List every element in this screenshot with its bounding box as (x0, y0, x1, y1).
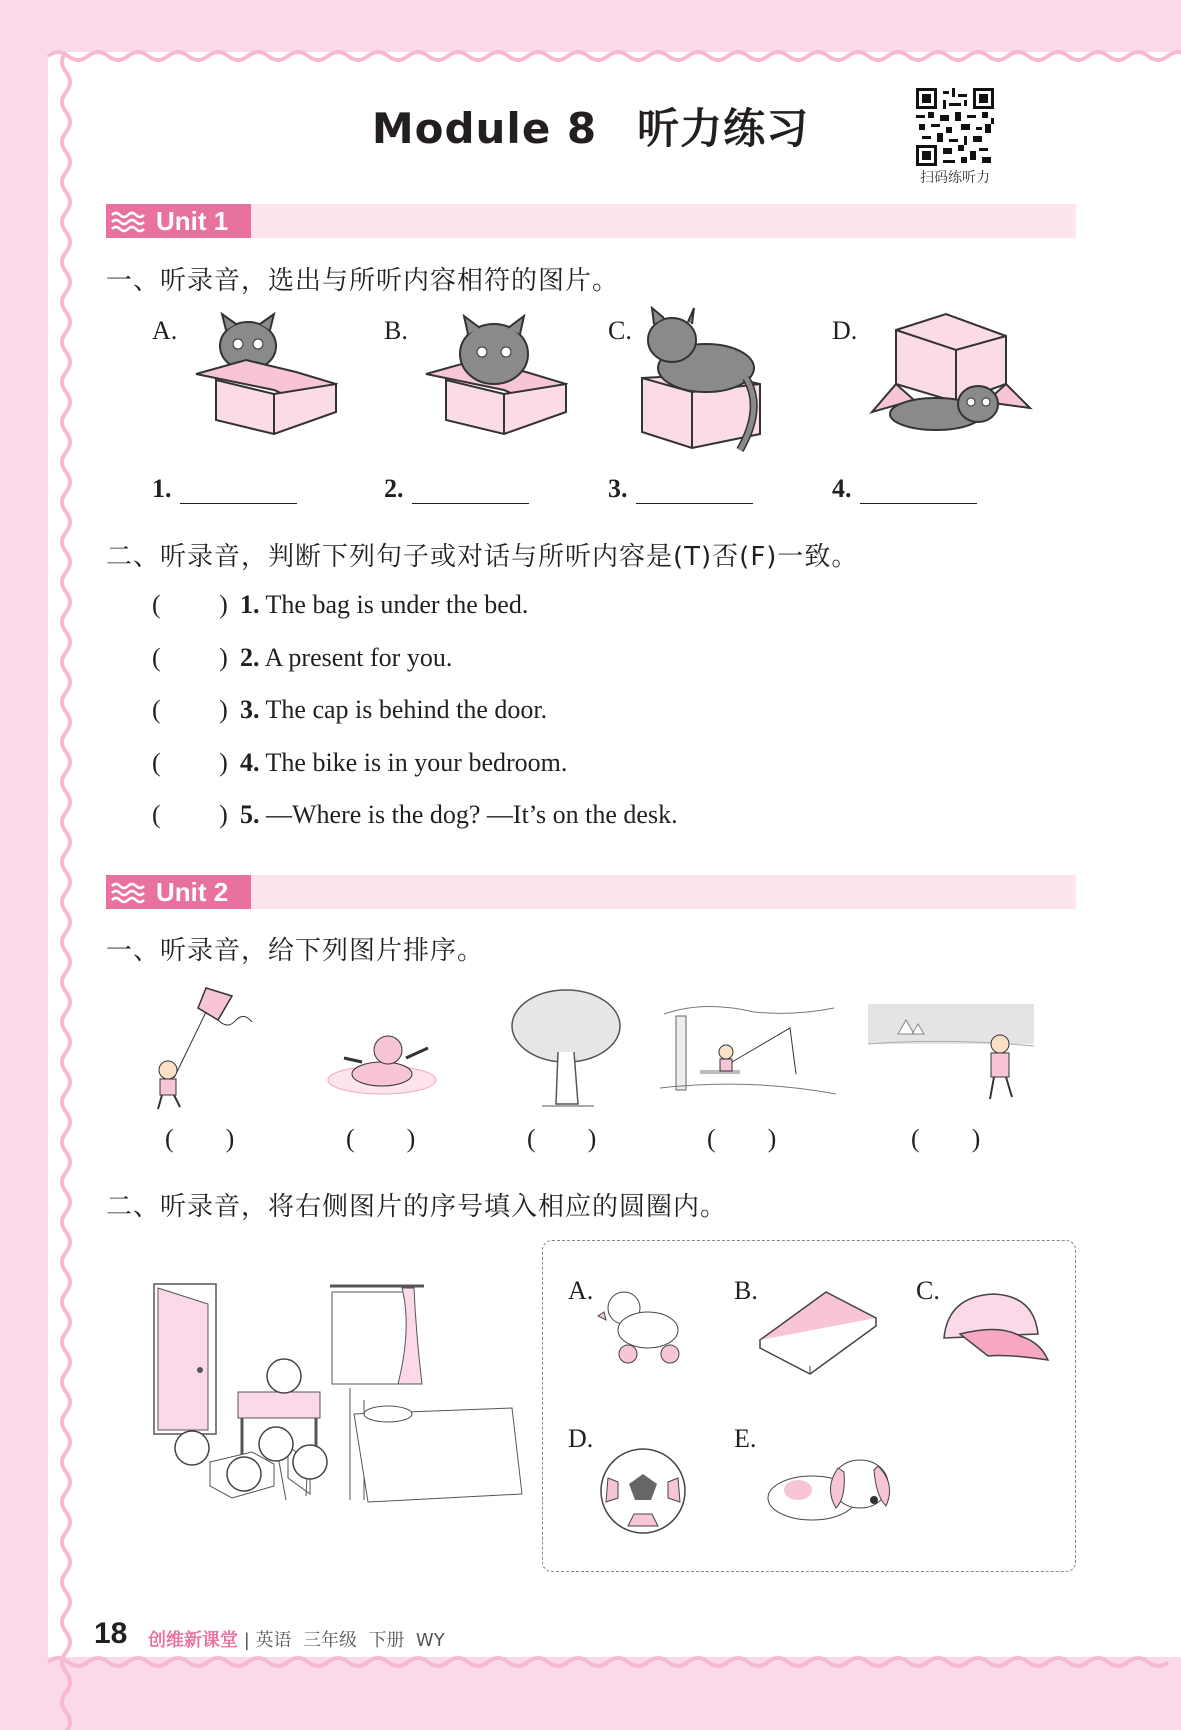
order-paren-3[interactable]: ( ) (527, 1124, 597, 1153)
order-paren-4[interactable]: ( ) (707, 1124, 777, 1153)
unit2-tag (106, 875, 251, 909)
u1-option-b-label: B. (384, 316, 408, 345)
unit2-section2-heading: 二、听录音，将右侧图片的序号填入相应的圆圈内。 (106, 1192, 728, 1222)
tf-item-4: ( ) 4. The bike is in your bedroom. (152, 748, 568, 777)
page-number: 18 (94, 1617, 128, 1650)
cat-box-icon (186, 312, 356, 442)
u2-option-d-label: D. (568, 1424, 594, 1453)
unit1-label: Unit 1 (156, 206, 229, 236)
u1-blank-3[interactable]: 3. (608, 474, 753, 504)
book-icon (756, 1288, 880, 1374)
unit2-section1-heading: 一、听录音，给下列图片排序。 (106, 936, 485, 966)
cat-box-icon (416, 312, 586, 442)
bedroom-scene-icon (132, 1280, 524, 1520)
order-paren-1[interactable]: ( ) (165, 1124, 235, 1153)
footer-edition: WY (415, 1630, 445, 1651)
unit2-header (106, 875, 1076, 909)
qr-code-icon[interactable] (916, 88, 994, 166)
u1-option-c-label: C. (608, 316, 632, 345)
unit1-header (106, 204, 1076, 238)
tf-item-1: ( ) 1. The bag is under the bed. (152, 590, 529, 619)
u1-blank-4[interactable]: 4. (832, 474, 977, 504)
answer-paren[interactable]: ( ) (152, 800, 228, 829)
title-subtitle: 听力练习 (637, 104, 810, 153)
left-wave-border (54, 52, 78, 1657)
u2-option-b-label: B. (734, 1276, 758, 1305)
u2-option-e-label: E. (734, 1424, 757, 1453)
answer-paren[interactable]: ( ) (152, 748, 228, 777)
u1-blank-1[interactable]: 1. (152, 474, 297, 504)
unit1-section1-heading: 一、听录音，选出与所听内容相符的图片。 (106, 266, 620, 296)
answer-paren[interactable]: ( ) (152, 643, 228, 672)
unit2-label: Unit 2 (156, 877, 229, 907)
qr-label: 扫码练听力 (920, 170, 990, 186)
tf-item-2: ( ) 2. A present for you. (152, 643, 453, 672)
order-paren-5[interactable]: ( ) (911, 1124, 981, 1153)
u1-blank-2[interactable]: 2. (384, 474, 529, 504)
football-icon (598, 1446, 688, 1536)
footer-grade: 三年级 (303, 1630, 357, 1651)
cap-icon (940, 1290, 1050, 1368)
footer-subject: 英语 (255, 1630, 292, 1651)
footer-brand: 创维新课堂 (148, 1630, 238, 1651)
u2-option-c-label: C. (916, 1276, 940, 1305)
footer-separator: | (243, 1630, 250, 1651)
tf-item-3: ( ) 3. The cap is behind the door. (152, 695, 548, 724)
answer-paren[interactable]: ( ) (152, 695, 228, 724)
tree-icon (508, 986, 624, 1110)
fishing-child-icon (660, 1004, 836, 1112)
bottom-wave-border (48, 1650, 1181, 1674)
unit1-section2-heading: 二、听录音，判断下列句子或对话与所听内容是(T)否(F)一致。 (106, 542, 859, 572)
u1-option-d-label: D. (832, 316, 858, 345)
title-module: Module 8 (371, 104, 598, 153)
kite-child-icon (146, 982, 266, 1112)
answer-paren[interactable]: ( ) (152, 590, 228, 619)
cat-box-icon (636, 308, 766, 458)
wave-lines-icon (110, 881, 146, 905)
order-paren-2[interactable]: ( ) (346, 1124, 416, 1153)
unit1-tag (106, 204, 251, 238)
swimmer-icon (322, 1022, 442, 1102)
toy-duck-icon (598, 1286, 688, 1368)
tf-item-5: ( ) 5. —Where is the dog? —It’s on the desk. (152, 800, 678, 829)
page-title (0, 96, 1181, 156)
wave-lines-icon (110, 210, 146, 234)
footer-text (148, 1626, 445, 1652)
footer-volume: 下册 (368, 1630, 405, 1651)
puppy-icon (764, 1448, 900, 1530)
cat-box-icon (866, 310, 1036, 440)
u1-option-a-label: A. (152, 316, 178, 345)
u2-option-a-label: A. (568, 1276, 594, 1305)
snow-child-icon (868, 1004, 1034, 1112)
top-wave-border (48, 44, 1181, 68)
